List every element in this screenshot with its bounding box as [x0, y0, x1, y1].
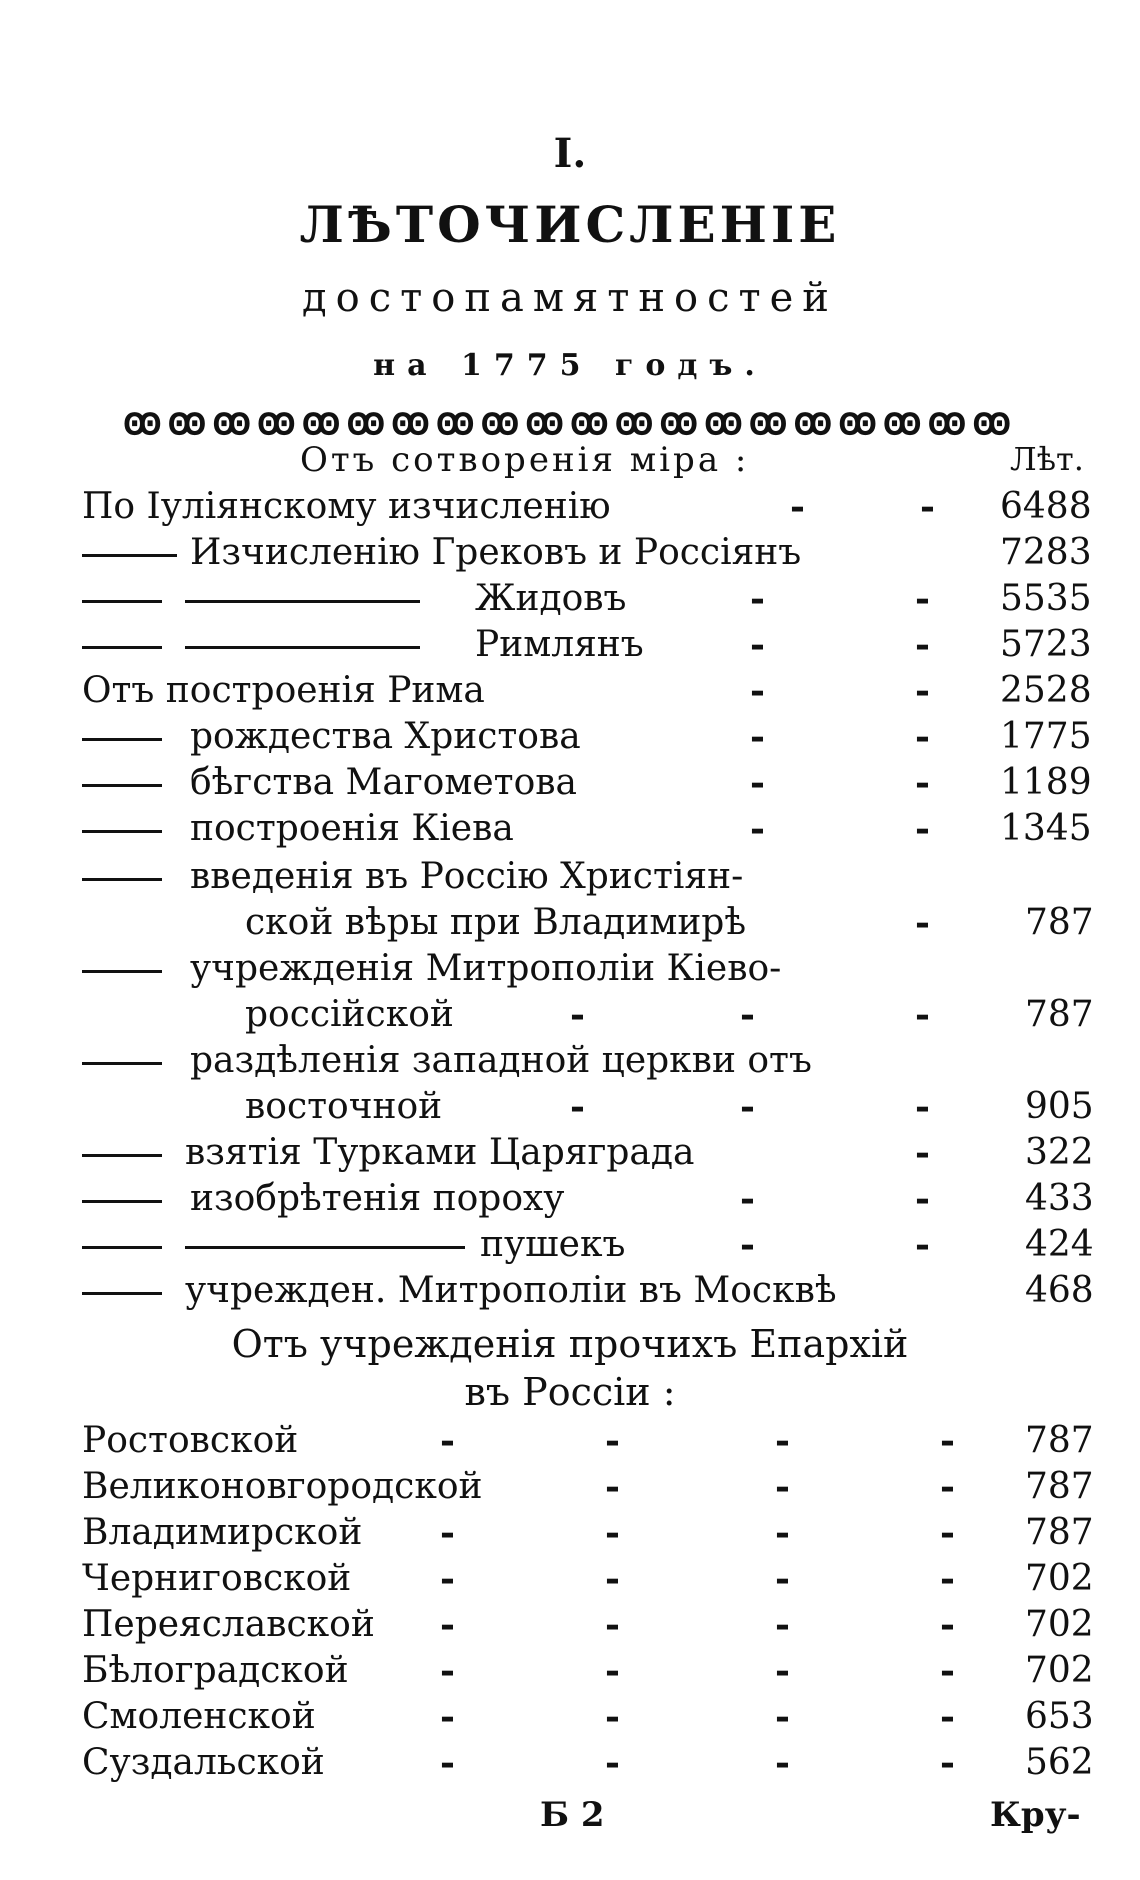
row-label: построенія Кіева	[190, 808, 514, 849]
row-label: изобрѣтенія пороху	[190, 1178, 565, 1219]
row-dash: -	[570, 1086, 585, 1128]
signature-mark: Б 2	[540, 1795, 605, 1835]
row-dash: -	[440, 1650, 455, 1692]
row-value: 562	[1025, 1742, 1094, 1783]
ditto-rule	[82, 784, 162, 787]
row-dash: -	[940, 1696, 955, 1738]
section-heading: въ Россіи :	[464, 1370, 676, 1414]
row-value: 7283	[1000, 532, 1092, 573]
row-dash: -	[605, 1742, 620, 1784]
ditto-rule	[82, 1246, 162, 1249]
row-label: учрежден. Митрополіи въ Москвѣ	[185, 1270, 837, 1311]
row-dash: -	[915, 716, 930, 758]
table-row	[0, 716, 1140, 762]
row-label: раздѣленія западной церкви отъ	[190, 1040, 812, 1081]
table-row	[0, 762, 1140, 808]
row-dash: -	[915, 1178, 930, 1220]
table-row	[0, 1270, 1140, 1316]
page-title: ЛѢТОЧИСЛЕНІЕ	[299, 195, 841, 254]
table-row	[0, 670, 1140, 716]
row-dash: -	[750, 762, 765, 804]
row-dash: -	[775, 1696, 790, 1738]
row-label: Изчисленію Грековъ и Россіянъ	[190, 532, 802, 573]
row-dash: -	[605, 1558, 620, 1600]
table-row	[0, 1040, 1140, 1086]
table-row	[0, 1178, 1140, 1224]
ornament-band: ꙭꙭꙭꙭꙭꙭꙭꙭꙭꙭꙭꙭꙭꙭꙭꙭꙭꙭꙭꙭ	[122, 398, 1018, 443]
row-label: Переяславской	[82, 1604, 375, 1645]
row-dash: -	[940, 1466, 955, 1508]
row-label: рождества Христова	[190, 716, 581, 757]
row-dash: -	[740, 1224, 755, 1266]
row-label: учрежденія Митрополіи Кіево-	[190, 948, 782, 989]
row-dash: -	[940, 1742, 955, 1784]
row-dash: -	[740, 994, 755, 1036]
row-value: 787	[1025, 902, 1094, 943]
row-dash: -	[775, 1742, 790, 1784]
catchword: Кру-	[990, 1795, 1081, 1835]
row-dash: -	[940, 1420, 955, 1462]
row-dash: -	[940, 1512, 955, 1554]
row-label: пушекъ	[480, 1224, 626, 1265]
row-dash: -	[940, 1558, 955, 1600]
row-label: взятія Турками Царяграда	[185, 1132, 695, 1173]
section-number: I.	[553, 130, 587, 177]
table-row	[0, 578, 1140, 624]
row-value: 787	[1025, 1512, 1094, 1553]
ditto-rule	[82, 1200, 162, 1203]
row-value: 1189	[1000, 762, 1092, 803]
row-dash: -	[605, 1420, 620, 1462]
ditto-rule	[185, 600, 420, 603]
row-dash: -	[915, 578, 930, 620]
row-value: 1345	[1000, 808, 1092, 849]
ditto-rule	[82, 738, 162, 741]
row-label: Владимирской	[82, 1512, 363, 1553]
row-label: Ростовской	[82, 1420, 299, 1461]
ditto-rule	[185, 646, 420, 649]
diocese-row	[0, 1604, 1140, 1650]
row-dash: -	[440, 1420, 455, 1462]
diocese-row	[0, 1558, 1140, 1604]
table-row	[0, 948, 1140, 994]
table-row	[0, 856, 1140, 902]
row-value: 702	[1025, 1650, 1094, 1691]
row-dash: -	[750, 624, 765, 666]
row-dash: -	[605, 1696, 620, 1738]
row-dash: -	[915, 808, 930, 850]
row-dash: -	[740, 1086, 755, 1128]
diocese-row	[0, 1420, 1140, 1466]
row-dash: -	[915, 902, 930, 944]
row-dash: -	[940, 1650, 955, 1692]
table-row-continuation	[0, 1086, 1140, 1132]
row-dash: -	[750, 578, 765, 620]
table-row	[0, 624, 1140, 670]
row-dash: -	[940, 1604, 955, 1646]
row-value: 433	[1025, 1178, 1094, 1219]
row-value: 702	[1025, 1604, 1094, 1645]
ditto-rule	[82, 1292, 162, 1295]
row-label-continuation: ской вѣры при Владимирѣ	[245, 902, 747, 943]
row-label: Римлянъ	[475, 624, 644, 665]
row-value: 322	[1025, 1132, 1094, 1173]
row-dash: -	[605, 1512, 620, 1554]
table-row	[0, 1132, 1140, 1178]
row-value: 702	[1025, 1558, 1094, 1599]
row-dash: -	[915, 994, 930, 1036]
ditto-rule	[82, 600, 162, 603]
diocese-row	[0, 1696, 1140, 1742]
row-dash: -	[915, 1086, 930, 1128]
row-dash: -	[915, 670, 930, 712]
row-value: 424	[1025, 1224, 1094, 1265]
row-label: Суздальской	[82, 1742, 325, 1783]
row-label: бѣгства Магометова	[190, 762, 577, 803]
row-value: 787	[1025, 1420, 1094, 1461]
ditto-rule	[185, 1246, 465, 1249]
row-dash: -	[915, 624, 930, 666]
ditto-rule	[82, 1062, 162, 1065]
column-header-label: Отъ сотворенія міра :	[300, 440, 750, 480]
row-dash: -	[570, 994, 585, 1036]
row-label: Смоленской	[82, 1696, 316, 1737]
row-label: Черниговской	[82, 1558, 352, 1599]
row-value: 1775	[1000, 716, 1092, 757]
row-dash: -	[440, 1604, 455, 1646]
row-label: По Іуліянскому изчисленію	[82, 486, 611, 527]
ditto-rule	[82, 878, 162, 881]
section-heading: Отъ учрежденія прочихъ Епархій	[231, 1322, 909, 1366]
row-dash: -	[775, 1604, 790, 1646]
row-value: 905	[1025, 1086, 1094, 1127]
row-value: 5535	[1000, 578, 1092, 619]
row-dash: -	[605, 1604, 620, 1646]
row-label: Великоновгородской	[82, 1466, 483, 1507]
table-row-continuation	[0, 902, 1140, 948]
diocese-row	[0, 1742, 1140, 1788]
row-dash: -	[775, 1512, 790, 1554]
row-dash: -	[915, 762, 930, 804]
table-row	[0, 808, 1140, 854]
page-subtitle: достопамятностей	[302, 275, 838, 321]
table-row	[0, 486, 1140, 532]
row-value: 6488	[1000, 486, 1092, 527]
row-value: 2528	[1000, 670, 1092, 711]
row-value: 468	[1025, 1270, 1094, 1311]
diocese-row	[0, 1512, 1140, 1558]
row-dash: -	[775, 1558, 790, 1600]
column-header-unit: Лѣт.	[1010, 440, 1084, 478]
row-label: Бѣлоградской	[82, 1650, 349, 1691]
row-dash: -	[605, 1650, 620, 1692]
row-dash: -	[915, 1224, 930, 1266]
row-dash: -	[605, 1466, 620, 1508]
row-dash: -	[775, 1466, 790, 1508]
ditto-rule	[82, 646, 162, 649]
row-value: 787	[1025, 1466, 1094, 1507]
row-dash: -	[750, 716, 765, 758]
table-row	[0, 532, 1140, 578]
ditto-rule	[82, 554, 177, 557]
ditto-rule	[82, 970, 162, 973]
row-dash: -	[915, 1132, 930, 1174]
row-value: 653	[1025, 1696, 1094, 1737]
diocese-row	[0, 1466, 1140, 1512]
ditto-rule	[82, 1154, 162, 1157]
row-dash: -	[440, 1558, 455, 1600]
table-row	[0, 1224, 1140, 1270]
row-dash: -	[775, 1420, 790, 1462]
row-dash: -	[920, 486, 935, 528]
row-dash: -	[775, 1650, 790, 1692]
row-dash: -	[750, 670, 765, 712]
row-dash: -	[750, 808, 765, 850]
row-dash: -	[740, 1178, 755, 1220]
row-value: 5723	[1000, 624, 1092, 665]
row-dash: -	[440, 1742, 455, 1784]
table-row-continuation	[0, 994, 1140, 1040]
row-dash: -	[440, 1696, 455, 1738]
row-label-continuation: россійской	[245, 994, 454, 1035]
year-line: на 1775 годъ.	[373, 348, 767, 383]
row-label-continuation: восточной	[245, 1086, 443, 1127]
row-label: Отъ построенія Рима	[82, 670, 485, 711]
row-dash: -	[790, 486, 805, 528]
row-label: введенія въ Россію Христіян-	[190, 856, 744, 897]
row-dash: -	[440, 1512, 455, 1554]
row-label: Жидовъ	[475, 578, 627, 619]
diocese-row	[0, 1650, 1140, 1696]
row-value: 787	[1025, 994, 1094, 1035]
ditto-rule	[82, 830, 162, 833]
